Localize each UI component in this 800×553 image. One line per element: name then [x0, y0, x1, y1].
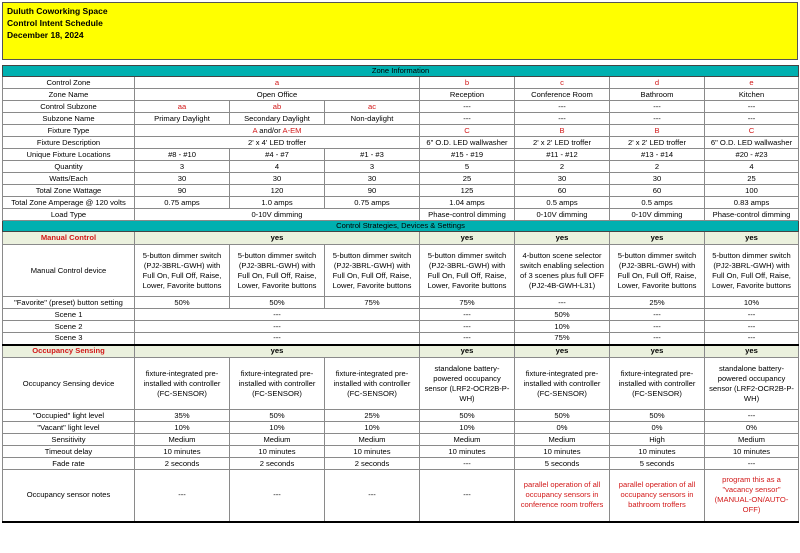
cell: ---: [515, 113, 610, 125]
cell: yes: [135, 232, 420, 245]
cell: 4: [230, 161, 325, 173]
cell: 0%: [610, 422, 705, 434]
cell: ---: [705, 113, 799, 125]
subzone-ab: ab: [230, 101, 325, 113]
cell: Medium: [705, 434, 799, 446]
row-occupied-level: [3, 410, 799, 422]
note-bathroom: parallel operation of all occupancy sensors in bathroom troffers: [610, 470, 705, 522]
row-label: "Favorite" (preset) button setting: [3, 297, 135, 309]
cell: standalone battery-powered occupancy sensor (LRF2-OCR2B-P-WH): [705, 358, 799, 410]
project-name: Duluth Coworking Space: [7, 6, 108, 16]
cell: Conference Room: [515, 89, 610, 101]
cell: 25%: [325, 410, 420, 422]
cell: yes: [420, 345, 515, 358]
cell: 10%: [325, 422, 420, 434]
row-occupancy-notes: [3, 470, 799, 522]
cell: 125: [420, 185, 515, 197]
cell: yes: [705, 345, 799, 358]
cell: ---: [135, 470, 230, 522]
cell: yes: [135, 345, 420, 358]
cell: fixture-integrated pre-installed with controller (FC-SENSOR): [230, 358, 325, 410]
row-scene-3: [3, 333, 799, 345]
cell: yes: [705, 232, 799, 245]
cell: 10%: [515, 321, 610, 333]
zone-e: e: [705, 77, 799, 89]
cell: 10 minutes: [135, 446, 230, 458]
row-label: Scene 2: [3, 321, 135, 333]
cell: #13 - #14: [610, 149, 705, 161]
cell: 5-button dimmer switch (PJ2-3BRL-GWH) with Full On, Full Off, Raise, Lower, Favorite buttons: [610, 245, 705, 297]
cell: 30: [325, 173, 420, 185]
subzone-ac: ac: [325, 101, 420, 113]
cell: ---: [325, 470, 420, 522]
cell: #20 - #23: [705, 149, 799, 161]
cell: 0%: [515, 422, 610, 434]
cell: Non-daylight: [325, 113, 420, 125]
cell: yes: [420, 232, 515, 245]
row-occupancy-sensing: [3, 345, 799, 358]
cell: 30: [610, 173, 705, 185]
row-label: Watts/Each: [3, 173, 135, 185]
row-watts-each: [3, 173, 799, 185]
row-label: Fade rate: [3, 458, 135, 470]
cell: 75%: [325, 297, 420, 309]
cell: 3: [135, 161, 230, 173]
cell: 10 minutes: [325, 446, 420, 458]
cell: 50%: [420, 410, 515, 422]
zone-c: c: [515, 77, 610, 89]
row-label: Timeout delay: [3, 446, 135, 458]
row-manual-control: [3, 232, 799, 245]
row-label: Zone Name: [3, 89, 135, 101]
cell: 25: [705, 173, 799, 185]
fixture-type-a-em: A-EM: [282, 125, 302, 135]
cell: 60: [610, 185, 705, 197]
cell: yes: [515, 345, 610, 358]
cell: ---: [420, 458, 515, 470]
cell: Medium: [325, 434, 420, 446]
cell: 5 seconds: [610, 458, 705, 470]
cell: 4-button scene selector switch enabling selection of 3 scenes plus full OFF (PJ2-4B-GWH-L31): [515, 245, 610, 297]
section-title: Zone Information: [3, 66, 799, 77]
cell: ---: [705, 410, 799, 422]
row-label: Total Zone Amperage @ 120 volts: [3, 197, 135, 209]
cell: 60: [515, 185, 610, 197]
fixture-type-joiner: and/or: [257, 125, 283, 135]
cell: 1.0 amps: [230, 197, 325, 209]
cell: 10 minutes: [705, 446, 799, 458]
cell: 6" O.D. LED wallwasher: [420, 137, 515, 149]
cell: fixture-integrated pre-installed with controller (FC-SENSOR): [610, 358, 705, 410]
cell: 10%: [705, 297, 799, 309]
cell: #4 - #7: [230, 149, 325, 161]
cell: Open Office: [135, 89, 420, 101]
cell: 35%: [135, 410, 230, 422]
cell: ---: [705, 321, 799, 333]
control-intent-table: [2, 65, 799, 523]
row-quantity: [3, 161, 799, 173]
cell: 1.04 amps: [420, 197, 515, 209]
row-fixture-locations: [3, 149, 799, 161]
cell: ---: [610, 309, 705, 321]
cell: ---: [610, 113, 705, 125]
zone-b: b: [420, 77, 515, 89]
cell: ---: [705, 458, 799, 470]
cell: [135, 125, 420, 137]
cell: ---: [230, 470, 325, 522]
cell: Medium: [420, 434, 515, 446]
row-label: "Occupied" light level: [3, 410, 135, 422]
cell: 90: [325, 185, 420, 197]
cell: 0.5 amps: [610, 197, 705, 209]
cell: 25: [420, 173, 515, 185]
cell: 5-button dimmer switch (PJ2-3BRL-GWH) with Full On, Full Off, Raise, Lower, Favorite buttons: [325, 245, 420, 297]
cell: C: [705, 125, 799, 137]
row-label: "Vacant" light level: [3, 422, 135, 434]
cell: ---: [135, 333, 420, 345]
cell: 25%: [610, 297, 705, 309]
row-load-type: [3, 209, 799, 221]
occupancy-sensing-heading: Occupancy Sensing: [3, 345, 135, 358]
fixture-type-a: A: [252, 125, 258, 135]
cell: 100: [705, 185, 799, 197]
cell: ---: [420, 321, 515, 333]
cell: #1 - #3: [325, 149, 420, 161]
cell: 50%: [610, 410, 705, 422]
cell: Medium: [515, 434, 610, 446]
cell: 5-button dimmer switch (PJ2-3BRL-GWH) with Full On, Full Off, Raise, Lower, Favorite buttons: [705, 245, 799, 297]
row-label: Occupancy sensor notes: [3, 470, 135, 522]
cell: 10 minutes: [610, 446, 705, 458]
cell: Medium: [230, 434, 325, 446]
cell: 0-10V dimming: [610, 209, 705, 221]
note-kitchen: program this as a "vacancy sensor" (MANUAL-ON/AUTO-OFF): [705, 470, 799, 522]
row-label: Occupancy Sensing device: [3, 358, 135, 410]
row-subzone-name: [3, 113, 799, 125]
row-zone-name: [3, 89, 799, 101]
cell: 2' x 4' LED troffer: [135, 137, 420, 149]
cell: ---: [610, 321, 705, 333]
cell: ---: [705, 101, 799, 113]
zone-d: d: [610, 77, 705, 89]
cell: 120: [230, 185, 325, 197]
cell: 10%: [135, 422, 230, 434]
row-fade-rate: [3, 458, 799, 470]
cell: 30: [230, 173, 325, 185]
row-label: Subzone Name: [3, 113, 135, 125]
cell: 75%: [420, 297, 515, 309]
cell: #8 - #10: [135, 149, 230, 161]
row-label: Fixture Type: [3, 125, 135, 137]
cell: ---: [515, 297, 610, 309]
cell: 2 seconds: [230, 458, 325, 470]
row-total-wattage: [3, 185, 799, 197]
cell: 10 minutes: [230, 446, 325, 458]
cell: 2' x 2' LED troffer: [610, 137, 705, 149]
row-label: Quantity: [3, 161, 135, 173]
cell: 2: [610, 161, 705, 173]
cell: ---: [420, 101, 515, 113]
row-control-subzone: [3, 101, 799, 113]
cell: 5-button dimmer switch (PJ2-3BRL-GWH) with Full On, Full Off, Raise, Lower, Favorite buttons: [230, 245, 325, 297]
document-date: December 18, 2024: [7, 30, 84, 40]
row-label: Total Zone Wattage: [3, 185, 135, 197]
cell: 10 minutes: [515, 446, 610, 458]
cell: 0.75 amps: [135, 197, 230, 209]
row-total-amperage: [3, 197, 799, 209]
cell: ---: [420, 309, 515, 321]
cell: 4: [705, 161, 799, 173]
cell: Medium: [135, 434, 230, 446]
cell: #11 - #12: [515, 149, 610, 161]
row-sensitivity: [3, 434, 799, 446]
row-label: Scene 1: [3, 309, 135, 321]
row-label: Unique Fixture Locations: [3, 149, 135, 161]
note-conference: parallel operation of all occupancy sensors in conference room troffers: [515, 470, 610, 522]
subzone-aa: aa: [135, 101, 230, 113]
cell: 30: [515, 173, 610, 185]
cell: 75%: [515, 333, 610, 345]
row-occupancy-device: [3, 358, 799, 410]
cell: 2 seconds: [135, 458, 230, 470]
cell: 6" O.D. LED wallwasher: [705, 137, 799, 149]
cell: 50%: [515, 309, 610, 321]
cell: 10 minutes: [420, 446, 515, 458]
row-label: Manual Control device: [3, 245, 135, 297]
manual-control-heading: Manual Control: [3, 232, 135, 245]
cell: 50%: [230, 410, 325, 422]
cell: High: [610, 434, 705, 446]
cell: 50%: [135, 297, 230, 309]
cell: Kitchen: [705, 89, 799, 101]
cell: fixture-integrated pre-installed with controller (FC-SENSOR): [515, 358, 610, 410]
cell: 0-10V dimming: [515, 209, 610, 221]
cell: 90: [135, 185, 230, 197]
section-title: Control Strategies, Devices & Settings: [3, 221, 799, 232]
cell: C: [420, 125, 515, 137]
cell: yes: [515, 232, 610, 245]
row-label: Scene 3: [3, 333, 135, 345]
cell: Phase-control dimming: [420, 209, 515, 221]
cell: ---: [420, 113, 515, 125]
cell: ---: [515, 101, 610, 113]
row-scene-1: [3, 309, 799, 321]
cell: 0.83 amps: [705, 197, 799, 209]
cell: 2: [515, 161, 610, 173]
cell: ---: [705, 333, 799, 345]
cell: 5-button dimmer switch (PJ2-3BRL-GWH) with Full On, Full Off, Raise, Lower, Favorite buttons: [420, 245, 515, 297]
cell: Reception: [420, 89, 515, 101]
row-label: Control Zone: [3, 77, 135, 89]
cell: Primary Daylight: [135, 113, 230, 125]
cell: 2 seconds: [325, 458, 420, 470]
cell: 10%: [230, 422, 325, 434]
row-label: Fixture Description: [3, 137, 135, 149]
row-scene-2: [3, 321, 799, 333]
row-fixture-type: [3, 125, 799, 137]
cell: yes: [610, 345, 705, 358]
cell: ---: [135, 321, 420, 333]
cell: 0%: [705, 422, 799, 434]
cell: 2' x 2' LED troffer: [515, 137, 610, 149]
row-label: Sensitivity: [3, 434, 135, 446]
cell: 30: [135, 173, 230, 185]
cell: 10%: [420, 422, 515, 434]
cell: yes: [610, 232, 705, 245]
cell: ---: [135, 309, 420, 321]
cell: fixture-integrated pre-installed with controller (FC-SENSOR): [135, 358, 230, 410]
row-manual-device: [3, 245, 799, 297]
cell: ---: [705, 309, 799, 321]
cell: standalone battery-powered occupancy sensor (LRF2-OCR2B-P-WH): [420, 358, 515, 410]
section-zone-information: [3, 66, 799, 77]
cell: 5-button dimmer switch (PJ2-3BRL-GWH) with Full On, Full Off, Raise, Lower, Favorite buttons: [135, 245, 230, 297]
row-fixture-description: [3, 137, 799, 149]
section-control-strategies: [3, 221, 799, 232]
row-label: Control Subzone: [3, 101, 135, 113]
cell: 3: [325, 161, 420, 173]
cell: #15 - #19: [420, 149, 515, 161]
zone-a: a: [135, 77, 420, 89]
cell: Bathroom: [610, 89, 705, 101]
document-header: [2, 2, 798, 60]
cell: ---: [610, 101, 705, 113]
row-vacant-level: [3, 422, 799, 434]
schedule-sheet: [2, 2, 798, 523]
cell: fixture-integrated pre-installed with controller (FC-SENSOR): [325, 358, 420, 410]
row-label: Load Type: [3, 209, 135, 221]
cell: B: [610, 125, 705, 137]
cell: ---: [420, 470, 515, 522]
cell: ---: [420, 333, 515, 345]
cell: ---: [610, 333, 705, 345]
cell: Secondary Daylight: [230, 113, 325, 125]
document-title: Control Intent Schedule: [7, 18, 103, 28]
cell: Phase-control dimming: [705, 209, 799, 221]
cell: 0.75 amps: [325, 197, 420, 209]
cell: 5: [420, 161, 515, 173]
row-timeout-delay: [3, 446, 799, 458]
cell: 0-10V dimming: [135, 209, 420, 221]
cell: 50%: [515, 410, 610, 422]
cell: 5 seconds: [515, 458, 610, 470]
cell: 50%: [230, 297, 325, 309]
row-control-zone: [3, 77, 799, 89]
cell: 0.5 amps: [515, 197, 610, 209]
row-favorite: [3, 297, 799, 309]
cell: B: [515, 125, 610, 137]
